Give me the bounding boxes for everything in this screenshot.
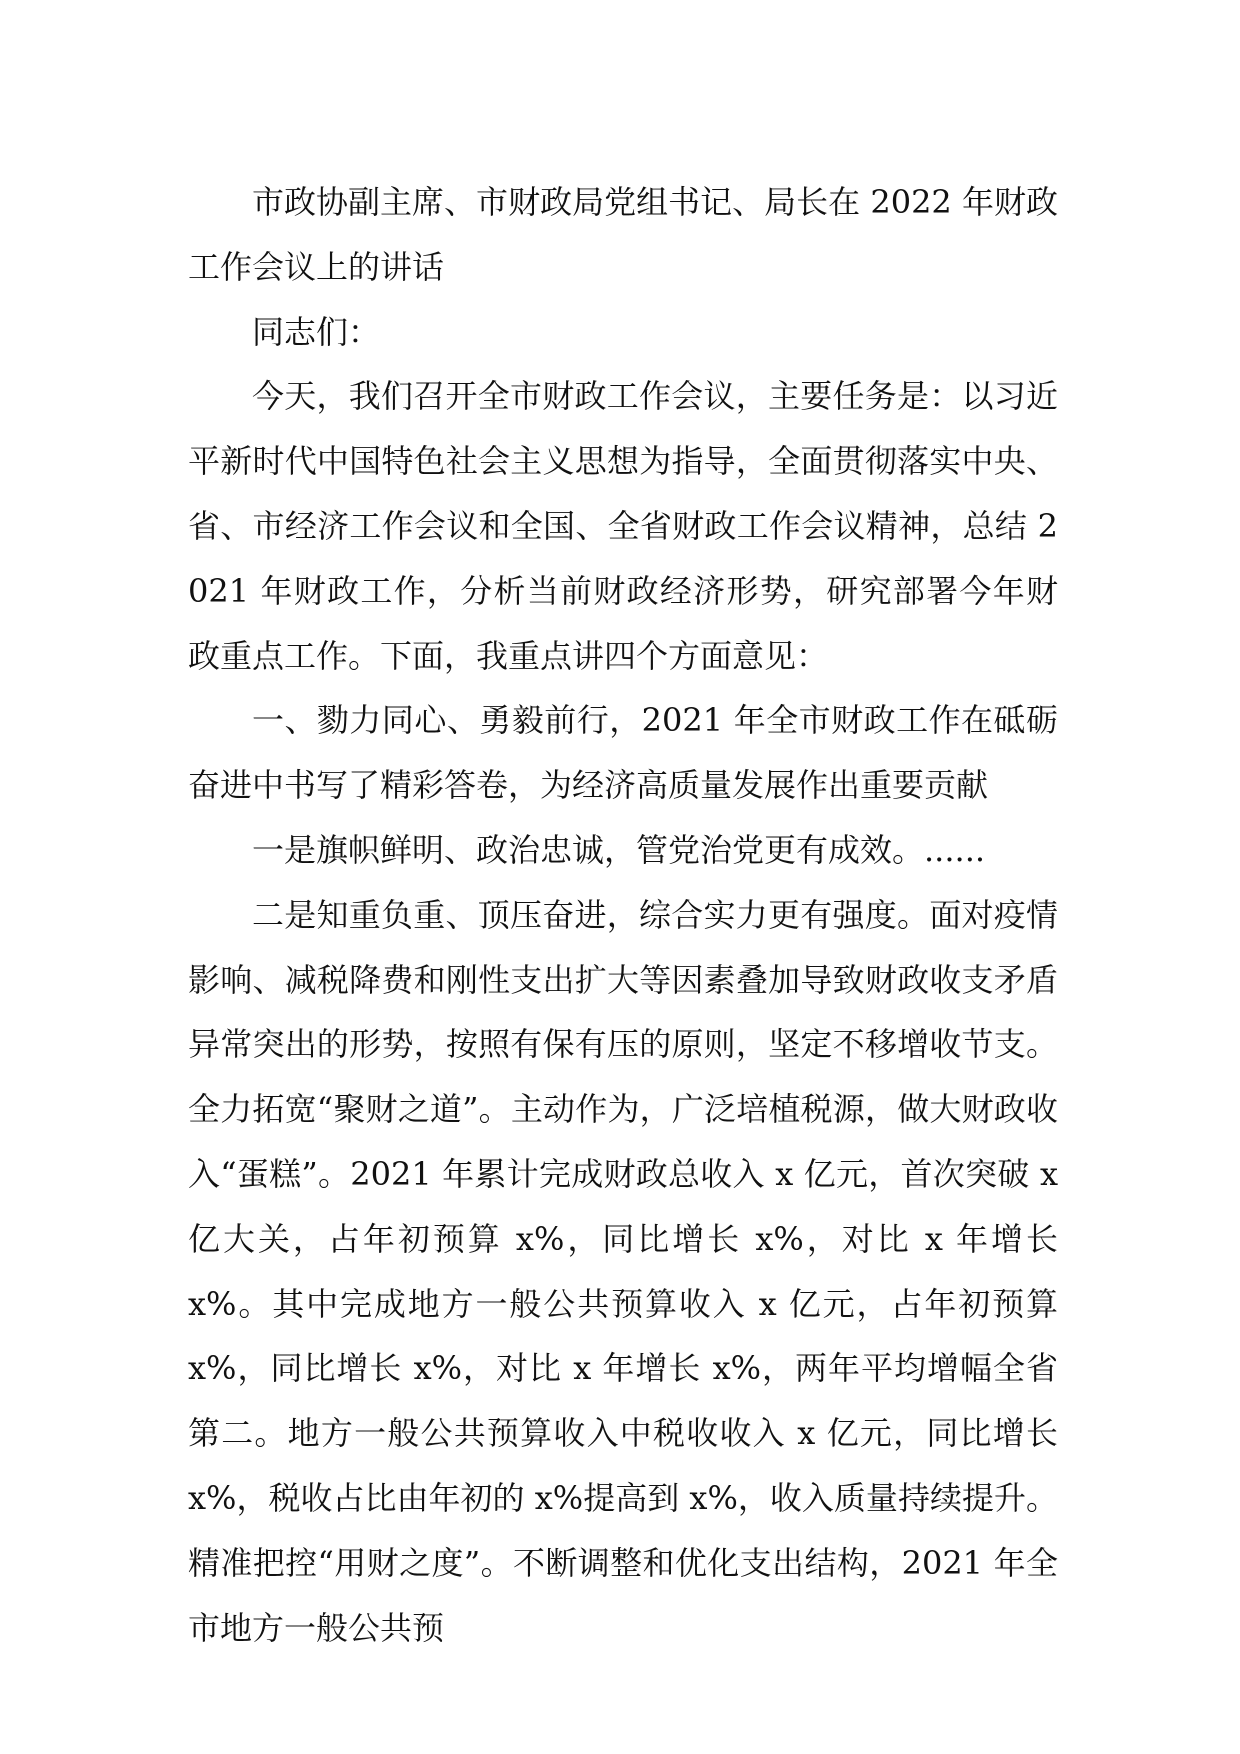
paragraph-intro: 今天，我们召开全市财政工作会议，主要任务是：以习近平新时代中国特色社会主义思想为指导，全面贯彻落实中央、省、市经济工作会议和全国、全省财政工作会议精神，总结 2021 年财政工作，分析当前财政经济形势，研究部署今年财政重点工作。下面，我重点讲四个方面意见： — [188, 377, 1058, 675]
salutation: 同志们： — [252, 312, 381, 351]
document-body — [188, 170, 1058, 1660]
section-heading-one: 一、勠力同心、勇毅前行，2021 年全市财政工作在砥砺奋进中书写了精彩答卷，为经济高质量发展作出重要贡献 — [188, 701, 1058, 805]
document-title: 市政协副主席、市财政局党组书记、局长在 2022 年财政工作会议上的讲话 — [188, 183, 1058, 286]
paragraph-point-one: 一是旗帜鲜明、政治忠诚，管党治党更有成效。...... — [252, 830, 986, 869]
paragraph-point-two: 二是知重负重、顶压奋进，综合实力更有强度。面对疫情影响、减税降费和刚性支出扩大等因素叠加导致财政收支矛盾异常突出的形势，按照有保有压的原则，坚定不移增收节支。全力拓宽“聚财之道”。主动作为，广泛培植税源，做大财政收入“蛋糕”。2021 年累计完成财政总收入 x 亿元，首次突破 x 亿大关，占年初预算 x%，同比增长 x%，对比 x 年增长 x%。其中完成地方一般公共预算收入 x 亿元，占年初预算 x%，同比增长 x%，对比 x 年增长 x%，两年平均增幅全省第二。地方一般公共预算收入中税收收入 x 亿元，同比增长 x%，税收占比由年初的 x%提高到 x%，收入质量持续提升。精准把控“用财之度”。不断调整和优化支出结构，2021 年全市地方一般公共预 — [188, 895, 1058, 1647]
